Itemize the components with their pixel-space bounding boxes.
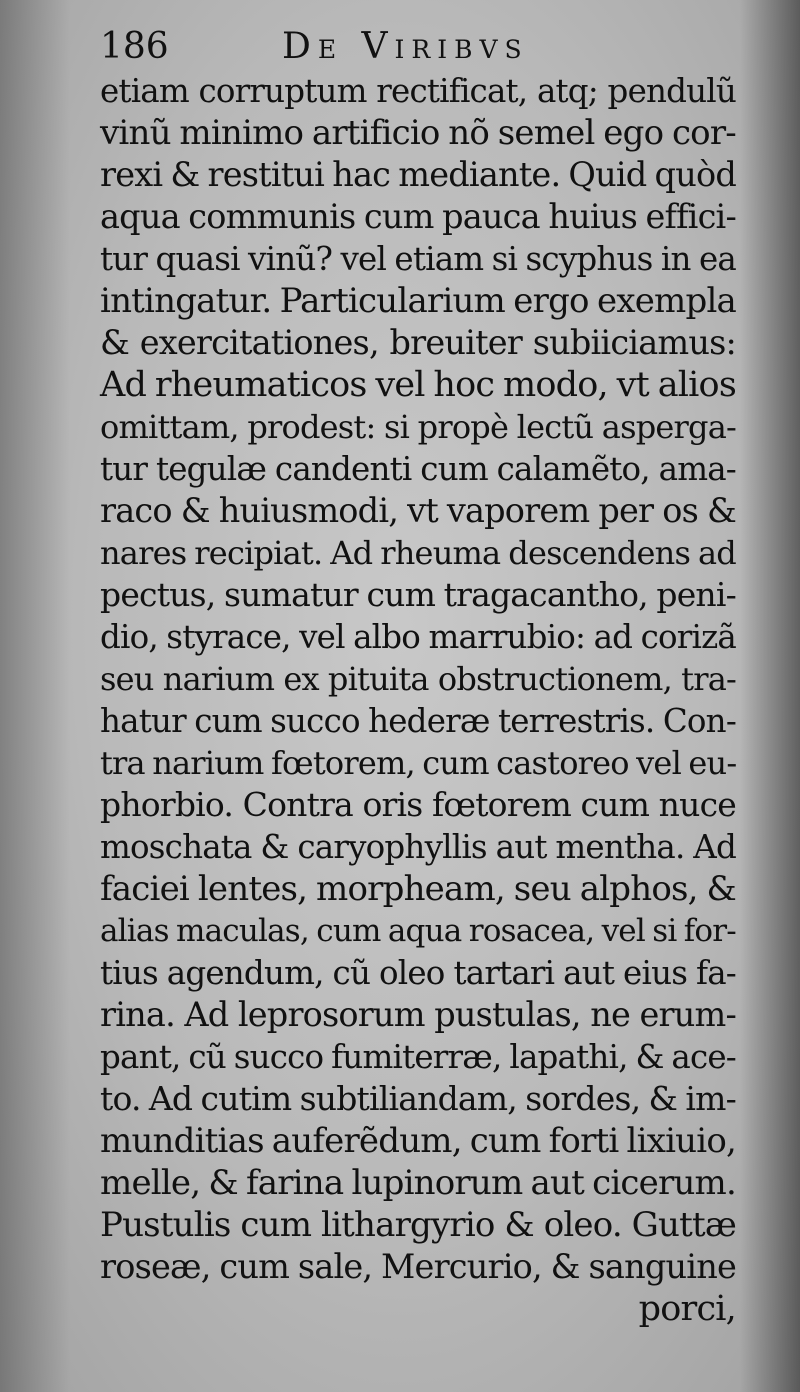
text-line: aqua communis cum pauca huius effici- — [100, 197, 736, 236]
text-line: munditias auferẽdum, cum forti lixiuio, — [100, 1121, 736, 1161]
page-number: 186 — [100, 26, 169, 67]
body-text — [100, 70, 736, 1330]
text-line: melle, & farina lupinorum aut cicerum. — [100, 1163, 736, 1203]
text-line: & exercitationes, breuiter subiiciamus: — [100, 323, 736, 362]
text-line: pectus, sumatur cum tragacantho, peni- — [100, 575, 736, 614]
text-line: hatur cum succo hederæ terrestris. Con- — [100, 702, 736, 740]
text-line: roseæ, cum sale, Mercurio, & sanguine — [100, 1247, 736, 1286]
page-header — [100, 22, 700, 72]
catchword: porci, — [638, 1289, 736, 1329]
text-line: seu narium ex pituita obstructionem, tra- — [100, 660, 736, 698]
text-line: raco & huiusmodi, vt vaporem per os & — [100, 491, 736, 530]
text-line: etiam corruptum rectificat, atq; pendulũ — [100, 72, 736, 110]
text-line: moschata & caryophyllis aut mentha. Ad — [100, 828, 736, 866]
text-line: omittam, prodest: si propè lectũ asperga- — [100, 408, 736, 446]
text-line: rexi & restitui hac mediante. Quid quòd — [100, 155, 736, 194]
text-line: phorbio. Contra oris fœtorem cum nuce — [100, 785, 736, 824]
text-line: rina. Ad leprosorum pustulas, ne erum- — [100, 995, 736, 1034]
text-line: tra narium fœtorem, cum castoreo vel eu- — [100, 744, 737, 782]
text-line: tius agendum, cũ oleo tartari aut eius fa- — [100, 954, 736, 992]
text-line: alias maculas, cum aqua rosacea, vel si for- — [100, 913, 736, 949]
text-line: tur tegulæ candenti cum calamẽto, ama- — [100, 450, 736, 488]
text-line: Ad rheumaticos vel hoc modo, vt alios — [100, 365, 736, 405]
text-line: dio, styrace, vel albo marrubio: ad corizã — [100, 618, 736, 656]
text-line: intingatur. Particularium ergo exempla — [100, 281, 736, 321]
text-line: tur quasi vinũ? vel etiam si scyphus in ea — [100, 240, 736, 278]
text-line: nares recipiat. Ad rheuma descendens ad — [100, 534, 736, 572]
text-line: vinũ minimo artificio nõ semel ego cor- — [100, 113, 736, 153]
text-line: Pustulis cum lithargyrio & oleo. Guttæ — [100, 1205, 736, 1245]
running-head: De Viribvs — [282, 26, 529, 67]
text-line: to. Ad cutim subtiliandam, sordes, & im- — [100, 1079, 736, 1118]
text-line: pant, cũ succo fumiterræ, lapathi, & ace- — [100, 1038, 736, 1076]
text-line: faciei lentes, morpheam, seu alphos, & — [100, 869, 736, 909]
